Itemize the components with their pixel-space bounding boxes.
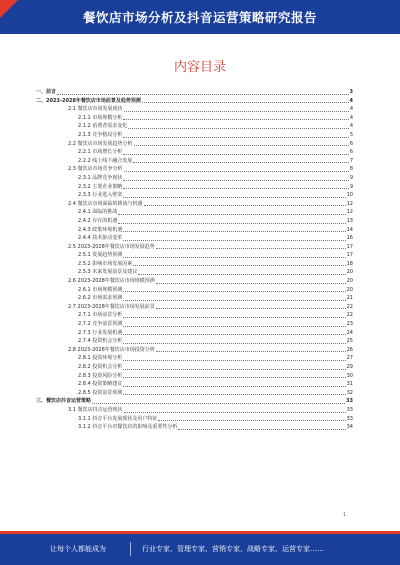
toc-entry[interactable] (28, 234, 353, 243)
toc-entry-label: 2.1.3 竞争格局分析 (78, 131, 123, 138)
toc-entry[interactable] (28, 423, 353, 432)
toc-entry-label: 2.3.2 主要企业策略 (78, 183, 123, 190)
toc-entry-label: 2.6.2 市场需求预测 (78, 295, 123, 302)
toc-entry[interactable] (28, 97, 353, 106)
toc-entry-page: 4 (349, 106, 353, 113)
header-corner-accent (0, 0, 18, 18)
toc-entry-label: 2.1.1 市场规模分析 (78, 114, 123, 121)
toc-entry-page: 7 (349, 157, 353, 164)
toc-leader-dots (156, 282, 346, 284)
toc-leader-dots (123, 118, 349, 120)
toc-leader-dots (123, 230, 345, 232)
toc-entry-page: 6 (349, 149, 353, 156)
toc-entry-label: 2.5.2 影响市场发展因素 (78, 260, 133, 267)
toc-entry[interactable] (28, 294, 353, 303)
toc-leader-dots (123, 342, 345, 344)
toc-entry-label: 2.7.3 行业发展机遇 (78, 329, 123, 336)
toc-entry-label: 3.1.2 抖音平台对餐饮店的影响及重要性分析 (78, 424, 178, 431)
toc-leader-dots (128, 127, 349, 129)
toc-leader-dots (123, 153, 349, 155)
toc-entry[interactable] (28, 346, 353, 355)
toc-leader-dots (123, 325, 345, 327)
toc-entry[interactable] (28, 251, 353, 260)
toc-entry[interactable] (28, 268, 353, 277)
toc-leader-dots (123, 290, 345, 292)
toc-entry[interactable] (28, 174, 353, 183)
toc-entry-page: 4 (349, 123, 353, 130)
toc-leader-dots (118, 222, 345, 224)
toc-leader-dots (124, 170, 349, 172)
footer-accent-bar (0, 531, 400, 534)
toc-entry-page: 33 (346, 398, 353, 405)
toc-leader-dots (133, 161, 349, 163)
toc-leader-dots (124, 411, 346, 413)
toc-entry-page: 17 (346, 243, 353, 250)
toc-entry-label: 2.8.5 投资前景预测 (78, 389, 123, 396)
toc-entry-page: 30 (346, 372, 353, 379)
toc-entry[interactable] (28, 114, 353, 123)
toc-leader-dots (142, 101, 349, 103)
toc-entry[interactable] (28, 389, 353, 398)
toc-leader-dots (92, 402, 345, 404)
footer-expert-list: 行业专家、管理专家、营销专家、战略专家、运营专家…… (142, 545, 324, 553)
toc-leader-dots (133, 264, 345, 266)
toc-entry-page: 24 (346, 329, 353, 336)
toc-entry[interactable] (28, 260, 353, 269)
toc-leader-dots (123, 316, 345, 318)
toc-entry[interactable] (28, 380, 353, 389)
toc-entry[interactable] (28, 165, 353, 174)
toc-leader-dots (123, 179, 349, 181)
toc-entry-label: 2.8.1 投资环境分析 (78, 355, 123, 362)
toc-leader-dots (156, 307, 346, 309)
toc-entry-label: 2.3.3 行业进入壁垒 (78, 192, 123, 199)
toc-entry[interactable] (28, 140, 353, 149)
toc-leader-dots (123, 385, 345, 387)
page-footer (0, 531, 400, 565)
toc-entry[interactable] (28, 303, 353, 312)
toc-entry-label: 2.5 2023-2028年餐饮店市场发展趋势 (68, 243, 155, 250)
toc-entry-page: 9 (349, 174, 353, 181)
toc-entry-label: 2.4 餐饮店市场面临的挑战与机遇 (68, 200, 143, 207)
toc-leader-dots (123, 187, 349, 189)
toc-entry[interactable] (28, 372, 353, 381)
toc-entry-label: 二、2023-2028年餐饮店市场前景及趋势预测 (36, 97, 141, 104)
toc-entry-page: 6 (349, 140, 353, 147)
toc-entry[interactable] (28, 131, 353, 140)
toc-entry[interactable] (28, 226, 353, 235)
toc-entry[interactable] (28, 311, 353, 320)
toc-leader-dots (178, 428, 345, 430)
toc-entry-page: 22 (346, 312, 353, 319)
table-of-contents (28, 88, 353, 432)
toc-entry-label: 三、餐饮店抖音运营策略 (36, 398, 92, 405)
toc-entry-label: 2.2.2 线上线下融合发展 (78, 157, 133, 164)
toc-entry[interactable] (28, 217, 353, 226)
toc-entry-label: 2.2 餐饮店市场发展趋势分析 (68, 140, 133, 147)
toc-entry-page: 10 (346, 192, 353, 199)
toc-entry[interactable] (28, 286, 353, 295)
toc-entry-label: 2.6 2023-2028年餐饮店市场规模预测 (68, 278, 155, 285)
toc-leader-dots (158, 419, 345, 421)
toc-entry-page: 33 (346, 415, 353, 422)
toc-leader-dots (124, 110, 349, 112)
toc-entry-label: 2.4.2 存在的机遇 (78, 217, 118, 224)
toc-entry-page: 5 (349, 131, 353, 138)
toc-entry-page: 12 (346, 200, 353, 207)
toc-entry-page: 3 (349, 89, 353, 95)
toc-entry-label: 2.5.1 发展趋势预测 (78, 252, 123, 259)
report-title: 餐饮店市场分析及抖音运营策略研究报告 (82, 10, 317, 25)
toc-entry[interactable] (28, 105, 353, 114)
toc-entry-page: 20 (346, 286, 353, 293)
toc-leader-dots (123, 299, 345, 301)
toc-leader-dots (134, 144, 349, 146)
toc-entry[interactable] (28, 337, 353, 346)
toc-leader-dots (123, 359, 345, 361)
toc-entry-page: 20 (346, 269, 353, 276)
toc-entry-page: 8 (349, 166, 353, 173)
toc-leader-dots (123, 333, 345, 335)
toc-leader-dots (123, 136, 349, 138)
toc-leader-dots (123, 368, 345, 370)
toc-leader-dots (123, 196, 345, 198)
page-header (0, 0, 400, 34)
toc-entry-page: 23 (346, 321, 353, 328)
toc-entry-label: 3.1.1 抖音平台发展现状及用户特征 (78, 415, 158, 422)
toc-entry-label: 2.1.2 消费者需求变化 (78, 123, 128, 130)
toc-entry[interactable] (28, 329, 353, 338)
toc-entry-label: 2.7.2 竞争前景预测 (78, 321, 123, 328)
toc-entry-label: 2.3 餐饮店市场竞争分析 (68, 166, 123, 173)
toc-entry-page: 14 (346, 226, 353, 233)
toc-entry-page: 9 (349, 183, 353, 190)
toc-entry-label: 2.8.3 投资风险分析 (78, 372, 123, 379)
toc-entry-label: 2.8.4 投资策略建议 (78, 381, 123, 388)
toc-entry-page: 20 (346, 278, 353, 285)
toc-entry-label: 2.6.1 市场规模预测 (78, 286, 123, 293)
toc-entry[interactable] (28, 243, 353, 252)
toc-leader-dots (123, 256, 345, 258)
toc-entry-label: 2.7.4 投资机会分析 (78, 338, 123, 345)
toc-leader-dots (57, 93, 349, 95)
toc-entry-label: 2.7.1 市场前景分析 (78, 312, 123, 319)
toc-entry[interactable] (28, 122, 353, 131)
toc-entry-label: 2.7 2023-2028年餐饮店市场发展前景 (68, 303, 155, 310)
toc-entry-label: 2.4.3 政策环境机遇 (78, 226, 123, 233)
toc-leader-dots (138, 273, 345, 275)
toc-entry[interactable] (28, 363, 353, 372)
toc-entry-page: 18 (346, 260, 353, 267)
toc-entry[interactable] (28, 148, 353, 157)
toc-entry[interactable] (28, 354, 353, 363)
toc-leader-dots (144, 204, 346, 206)
toc-entry-page: 16 (346, 235, 353, 242)
toc-entry-page: 31 (346, 381, 353, 388)
toc-leader-dots (156, 350, 346, 352)
toc-entry[interactable] (28, 415, 353, 424)
toc-entry[interactable] (28, 406, 353, 415)
toc-entry-label: 2.8.2 投资机会分析 (78, 364, 123, 370)
toc-leader-dots (123, 239, 345, 241)
toc-leader-dots (118, 213, 345, 215)
toc-entry[interactable] (28, 320, 353, 329)
toc-entry-page: 29 (346, 364, 353, 370)
toc-entry-label: 2.4.1 面临的挑战 (78, 209, 118, 216)
toc-heading: 内容目录 (173, 60, 226, 75)
toc-entry-label: 2.1 餐饮店市场发展现状 (68, 106, 123, 113)
toc-entry-label: 2.4.4 技术驱动变革 (78, 235, 123, 242)
toc-entry-label: 一、前言 (36, 89, 57, 95)
toc-entry-label: 2.8 2023-2028年餐饮店市场投资分析 (68, 346, 155, 353)
toc-leader-dots (156, 247, 346, 249)
toc-entry-label: 2.3.1 品牌竞争现状 (78, 174, 123, 181)
toc-entry-page: 25 (346, 338, 353, 345)
toc-entry[interactable] (28, 88, 353, 97)
toc-entry[interactable] (28, 397, 353, 406)
toc-entry[interactable] (28, 183, 353, 192)
toc-entry-page: 34 (346, 424, 353, 431)
footer-slogan: 让每个人都能成为 (50, 545, 106, 553)
toc-entry-page: 33 (346, 406, 353, 413)
toc-entry-page: 27 (346, 355, 353, 362)
toc-entry-page: 32 (346, 389, 353, 396)
toc-leader-dots (123, 393, 345, 395)
toc-leader-dots (123, 376, 345, 378)
toc-entry-page: 17 (346, 252, 353, 259)
toc-entry[interactable] (28, 157, 353, 166)
toc-entry-page: 4 (349, 97, 353, 104)
toc-entry-page: 13 (346, 217, 353, 224)
toc-entry-page: 22 (346, 303, 353, 310)
toc-entry[interactable] (28, 200, 353, 209)
toc-entry-label: 3.1 餐饮店抖音运营现状 (68, 406, 123, 413)
footer-divider (130, 542, 131, 556)
page-number: 1 (343, 512, 347, 518)
toc-entry-page: 4 (349, 114, 353, 121)
toc-entry[interactable] (28, 208, 353, 217)
toc-entry-page: 21 (346, 295, 353, 302)
toc-entry-page: 26 (346, 346, 353, 353)
toc-entry-page: 12 (346, 209, 353, 216)
toc-entry[interactable] (28, 191, 353, 200)
toc-entry-label: 2.5.3 未来发展前景及建议 (78, 269, 138, 276)
toc-entry-label: 2.2.1 市场增长分析 (78, 149, 123, 156)
toc-entry[interactable] (28, 277, 353, 286)
